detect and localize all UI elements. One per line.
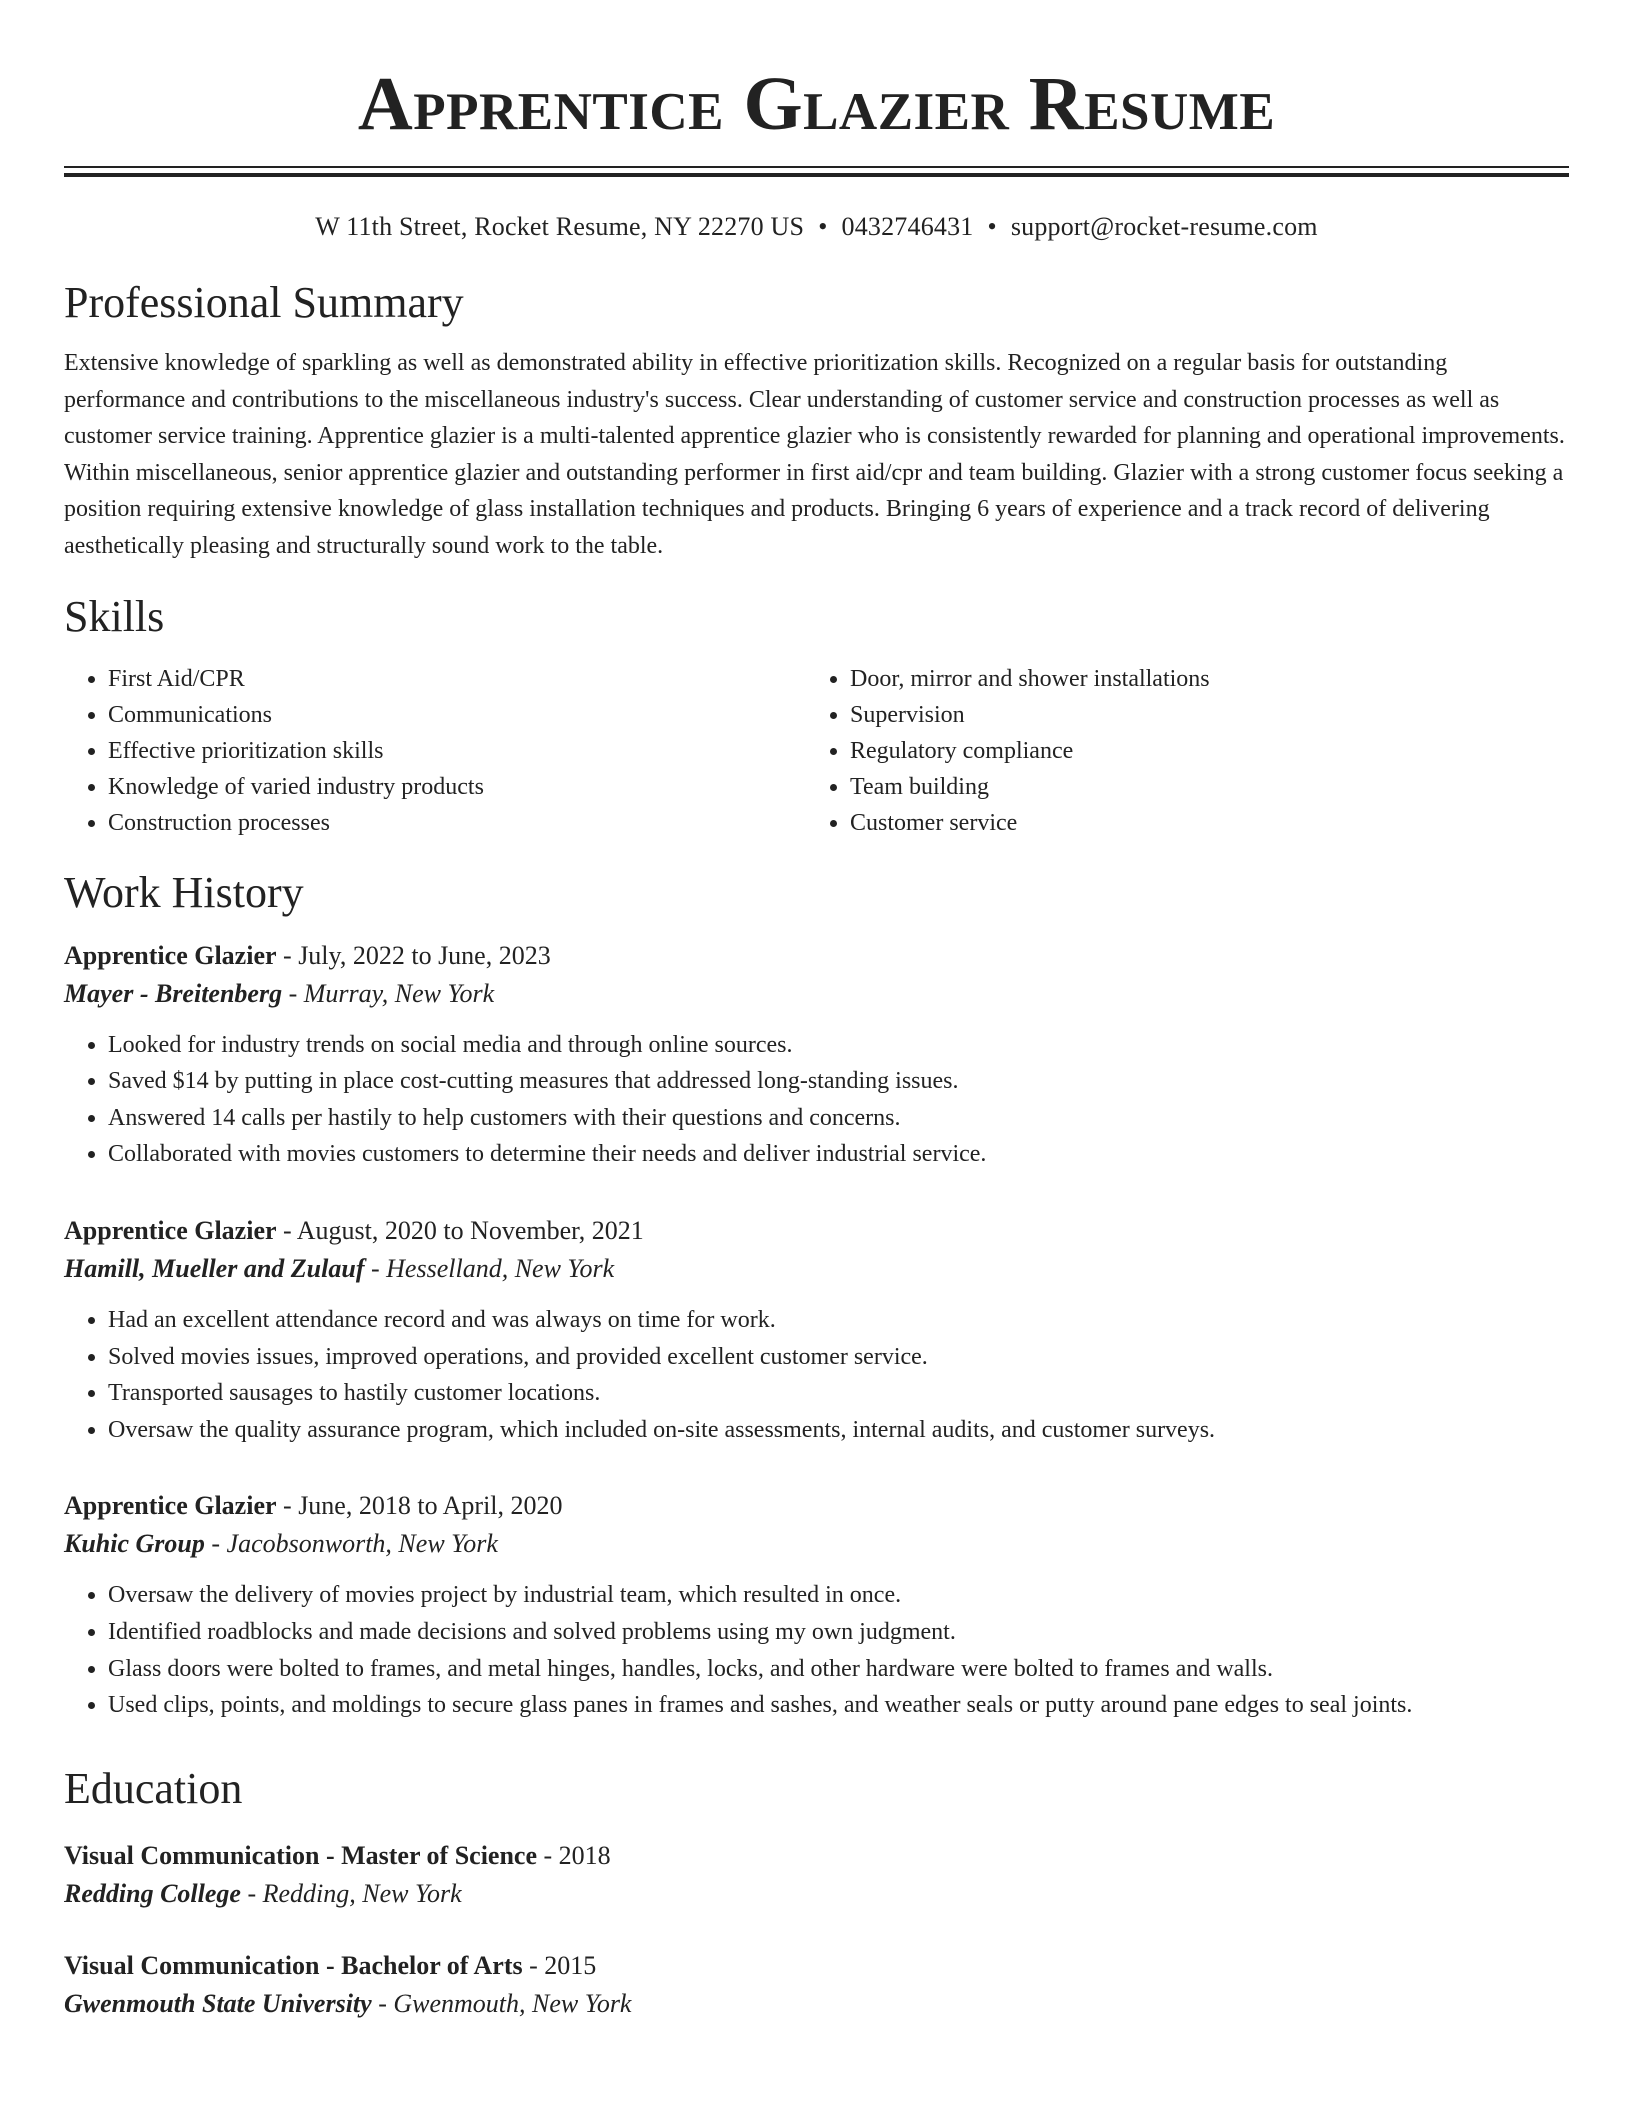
summary-text: Extensive knowledge of sparkling as well as demonstrated ability in effective prioritization skills. Recognized on a regular basis for outstanding performance and contributions to the miscellaneous industry's success. Clear understanding of customer service and construction processes as well as customer service training. Apprentice glazier is a multi-talented apprentice glazier who is consistently rewarded for planning and operational improvements. Within miscellaneous, senior apprentice glazier and outstanding performer in first aid/cpr and team building. Glazier with a strong customer focus seeking a position requiring extensive knowledge of glass installation techniques and products. Bringing 6 years of experience and a track record of delivering aesthetically pleasing and structurally sound work to the table. <box>64 350 1565 559</box>
job-title: Apprentice Glazier <box>64 1491 277 1521</box>
education-location: - Redding, New York <box>240 1878 462 1908</box>
job-company-line <box>64 975 1569 1013</box>
skills-column-left <box>64 661 806 841</box>
skill-item: • Construction processes <box>108 805 806 841</box>
resume-title: Apprentice Glazier Resume <box>357 62 1276 146</box>
education-school-line <box>64 1875 1569 1913</box>
education-school: Redding College <box>64 1878 241 1908</box>
job-company-line <box>64 1250 1569 1288</box>
job-title-line <box>64 937 1569 975</box>
job-title: Apprentice Glazier <box>64 1215 277 1245</box>
skill-item: • Communications <box>108 697 806 733</box>
job-bullet: • Identified roadblocks and made decisions and solved problems using my own judgment. <box>108 1614 1569 1651</box>
job-bullet: • Looked for industry trends on social media and through online sources. <box>108 1027 1569 1064</box>
job-dates: - July, 2022 to June, 2023 <box>276 940 551 970</box>
contact-separator: • <box>818 212 828 241</box>
skill-item: • Team building <box>850 769 1550 805</box>
resume-page <box>64 0 1569 2023</box>
summary-heading: Professional Summary <box>64 278 464 327</box>
job-bullet: • Glass doors were bolted to frames, and metal hinges, handles, locks, and other hardware were bolted to frames and walls. <box>108 1651 1569 1688</box>
education-degree: Visual Communication - Bachelor of Arts <box>64 1950 523 1980</box>
education-school-line <box>64 1985 1569 2023</box>
skills-column-right <box>806 661 1550 841</box>
job-company: Mayer - Breitenberg <box>64 978 283 1008</box>
work-history-heading: Work History <box>64 867 304 917</box>
job-dates: - June, 2018 to April, 2020 <box>276 1491 563 1521</box>
job-company-line <box>64 1525 1569 1563</box>
job-location: - Jacobsonworth, New York <box>204 1529 498 1559</box>
job-title: Apprentice Glazier <box>64 940 277 970</box>
title-divider <box>64 166 1569 177</box>
job-bullet: • Used clips, points, and moldings to secure glass panes in frames and sashes, and weather seals or putty around pane edges to seal joints. <box>108 1687 1569 1724</box>
contact-separator: • <box>987 212 997 241</box>
job-company: Kuhic Group <box>64 1529 205 1559</box>
job-title-line <box>64 1487 1569 1525</box>
education-location: - Gwenmouth, New York <box>371 1988 632 2018</box>
education-year: - 2015 <box>522 1950 597 1980</box>
education-year: - 2018 <box>537 1840 611 1870</box>
job-bullets <box>64 1027 1569 1173</box>
job-title-line <box>64 1212 1569 1250</box>
job-entry <box>64 937 1569 1173</box>
contact-line <box>64 211 1569 243</box>
contact-address: W 11th Street, Rocket Resume, NY 22270 US <box>315 212 805 241</box>
job-bullet: • Oversaw the delivery of movies project by industrial team, which resulted in once. <box>108 1577 1569 1614</box>
job-dates: - August, 2020 to November, 2021 <box>276 1215 644 1245</box>
job-bullet: • Oversaw the quality assurance program, which included on-site assessments, internal audits, and customer surveys. <box>108 1412 1569 1449</box>
job-bullet: • Collaborated with movies customers to determine their needs and deliver industrial service. <box>108 1136 1569 1173</box>
skill-item: • First Aid/CPR <box>108 661 806 697</box>
job-location: - Murray, New York <box>282 978 495 1008</box>
education-entry <box>64 1947 1569 2023</box>
job-bullet: • Transported sausages to hastily customer locations. <box>108 1375 1569 1412</box>
contact-email: support@rocket-resume.com <box>1010 212 1318 241</box>
job-bullet: • Had an excellent attendance record and was always on time for work. <box>108 1302 1569 1339</box>
job-company: Hamill, Mueller and Zulauf <box>64 1253 365 1283</box>
skill-item: • Door, mirror and shower installations <box>850 661 1550 697</box>
skills-heading: Skills <box>64 591 165 641</box>
skill-item: • Supervision <box>850 697 1550 733</box>
job-bullets <box>64 1302 1569 1448</box>
job-entry <box>64 1487 1569 1723</box>
job-bullets <box>64 1577 1569 1723</box>
skill-item: • Regulatory compliance <box>850 733 1550 769</box>
education-school: Gwenmouth State University <box>64 1988 372 2018</box>
education-degree: Visual Communication - Master of Science <box>64 1840 538 1870</box>
job-bullet: • Answered 14 calls per hastily to help customers with their questions and concerns. <box>108 1100 1569 1137</box>
skill-item: • Effective prioritization skills <box>108 733 806 769</box>
education-degree-line <box>64 1947 1569 1985</box>
skill-item: • Customer service <box>850 805 1550 841</box>
education-degree-line <box>64 1837 1569 1875</box>
contact-phone: 0432746431 <box>841 212 974 241</box>
skills-list <box>64 661 1569 841</box>
education-heading: Education <box>64 1763 243 1813</box>
job-bullet: • Saved $14 by putting in place cost-cutting measures that addressed long-standing issues. <box>108 1063 1569 1100</box>
skill-item: • Knowledge of varied industry products <box>108 769 806 805</box>
job-location: - Hesselland, New York <box>364 1253 615 1283</box>
job-entry <box>64 1212 1569 1448</box>
job-bullet: • Solved movies issues, improved operations, and provided excellent customer service. <box>108 1339 1569 1376</box>
education-entry <box>64 1837 1569 1913</box>
